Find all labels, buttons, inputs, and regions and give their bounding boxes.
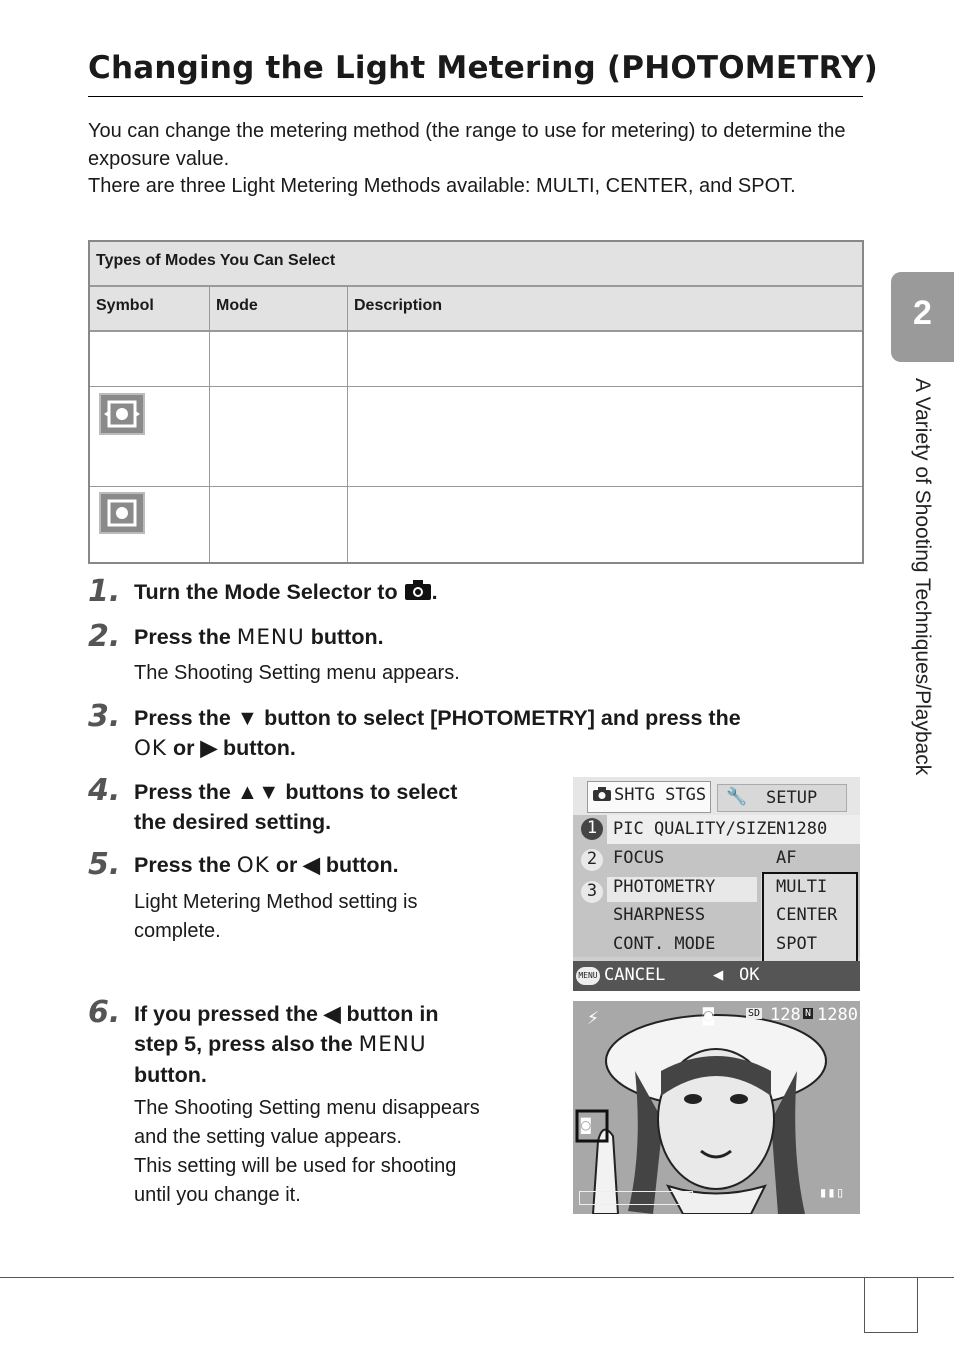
table-divider xyxy=(209,287,210,562)
step-6-heading xyxy=(134,999,438,1090)
step-4-heading xyxy=(134,777,457,837)
menu-button-badge: MENU xyxy=(576,967,600,985)
menu-row-label: PIC QUALITY/SIZE xyxy=(613,819,777,839)
table-header-description: Description xyxy=(354,297,443,314)
camera-menu-screenshot xyxy=(573,777,860,991)
step-2-body: The Shooting Setting menu appears. xyxy=(134,662,460,684)
menu-key-label: MENU xyxy=(236,625,305,650)
step-1-heading xyxy=(134,577,438,607)
portrait-illustration xyxy=(573,1001,860,1214)
step-number: 3. xyxy=(88,699,121,734)
step-2-heading xyxy=(134,622,384,653)
footer-rule xyxy=(0,1277,954,1278)
page-number-box xyxy=(864,1277,918,1333)
intro-paragraph: There are three Light Metering Methods available: MULTI, CENTER, and SPOT. xyxy=(88,175,796,197)
table-caption: Types of Modes You Can Select xyxy=(90,242,862,287)
page-title: Changing the Light Metering (PHOTOMETRY) xyxy=(88,50,878,86)
camera-tab-icon xyxy=(592,786,612,807)
menu-row-label: SHARPNESS xyxy=(613,905,706,925)
quality-badge: N xyxy=(805,1008,812,1019)
menu-row-label: CONT. MODE xyxy=(613,934,716,954)
step-body-line: and the setting value appears. xyxy=(134,1126,402,1148)
step-text: Turn the Mode Selector to xyxy=(134,580,398,604)
step-3-heading xyxy=(134,703,864,764)
step-number: 5. xyxy=(88,847,121,882)
chapter-label: A Variety of Shooting Techniques/Playback xyxy=(911,378,934,776)
cancel-label: CANCEL xyxy=(604,965,666,985)
table-divider xyxy=(90,486,862,487)
menu-key-label: MENU xyxy=(358,1032,427,1057)
step-body-line: Light Metering Method setting is xyxy=(134,891,418,913)
title-rule xyxy=(88,96,863,97)
left-arrow-icon: ◀ xyxy=(323,1002,341,1026)
step-text: Press the xyxy=(134,625,231,649)
step-text: button. xyxy=(310,625,384,649)
step-text: step 5, press also the xyxy=(134,1032,353,1056)
step-number: 2. xyxy=(88,619,121,654)
step-number: 1. xyxy=(88,574,121,609)
menu-row-value: SPOT xyxy=(776,934,817,954)
step-text: button. xyxy=(134,1063,207,1087)
menu-row-value: MULTI xyxy=(776,877,828,897)
center-metering-icon xyxy=(99,393,145,435)
table-header-mode: Mode xyxy=(216,297,258,314)
flash-off-icon: ⚡ xyxy=(587,1005,600,1029)
down-arrow-icon: ▼ xyxy=(236,706,259,730)
image-size: 1280 xyxy=(817,1005,858,1025)
menu-row-value: AF xyxy=(776,848,797,868)
table-header-row xyxy=(90,287,862,332)
ok-label: OK xyxy=(739,965,760,985)
step-number: 6. xyxy=(88,995,121,1030)
camera-live-view-screenshot xyxy=(573,1001,860,1214)
step-body-line: complete. xyxy=(134,920,221,942)
modes-table xyxy=(88,240,864,564)
page-badge: 1 xyxy=(581,818,603,840)
up-down-arrows-icon: ▲▼ xyxy=(236,780,280,804)
menu-row-label: FOCUS xyxy=(613,848,665,868)
right-arrow-icon: ▶ xyxy=(200,736,218,760)
table-divider xyxy=(90,386,862,387)
menu-tab-shooting: SHTG STGS xyxy=(614,785,707,805)
step-text: If you pressed the xyxy=(134,1002,318,1026)
camera-mode-icon: ◙ xyxy=(703,1005,714,1026)
menu-tab-setup: SETUP xyxy=(766,788,818,808)
menu-row-label: PHOTOMETRY xyxy=(613,877,716,897)
step-text: button. xyxy=(325,853,399,877)
step-text: . xyxy=(431,580,438,604)
step-text: the desired setting. xyxy=(134,810,332,834)
wrench-icon: 🔧 xyxy=(726,787,748,807)
step-number: 4. xyxy=(88,773,121,808)
left-arrow-icon: ◀ xyxy=(303,853,320,877)
intro-paragraph: You can change the metering method (the range to use for metering) to determine the exposure value. xyxy=(88,120,846,170)
ok-key-label: OK xyxy=(134,736,168,761)
step-text: button to select [PHOTOMETRY] and press the xyxy=(264,706,741,730)
menu-row-value: CENTER xyxy=(776,905,838,925)
menu-row-value: N1280 xyxy=(776,819,828,839)
step-body-line: This setting will be used for shooting xyxy=(134,1155,457,1177)
spot-metering-icon: ◙ xyxy=(581,1115,591,1134)
left-arrow-icon: ◀ xyxy=(713,965,724,985)
step-5-heading xyxy=(134,850,399,881)
page-badge: 2 xyxy=(581,849,603,871)
step-text: Press the xyxy=(134,853,231,877)
step-text: or xyxy=(173,736,195,760)
step-body-line: The Shooting Setting menu disappears xyxy=(134,1097,480,1119)
page-badge: 3 xyxy=(581,881,603,903)
table-divider xyxy=(347,287,348,562)
exposure-bar xyxy=(579,1191,693,1205)
table-header-symbol: Symbol xyxy=(96,297,154,314)
camera-icon xyxy=(404,577,432,607)
intro-text xyxy=(88,118,848,201)
step-5-body xyxy=(134,888,418,946)
step-text: buttons to select xyxy=(285,780,458,804)
sd-card-badge: SD xyxy=(748,1008,761,1019)
step-text: Press the xyxy=(134,706,231,730)
step-text: button. xyxy=(223,736,296,760)
spot-metering-icon xyxy=(99,492,145,534)
step-text: or xyxy=(275,853,298,877)
step-text: Press the xyxy=(134,780,231,804)
shots-remaining: 128 xyxy=(770,1005,801,1025)
step-6-body xyxy=(134,1094,480,1210)
chapter-number: 2 xyxy=(913,294,932,332)
step-text: button in xyxy=(346,1002,439,1026)
battery-icon: ▮▮▯ xyxy=(819,1185,845,1201)
ok-key-label: OK xyxy=(236,853,270,878)
step-body-line: until you change it. xyxy=(134,1184,301,1206)
